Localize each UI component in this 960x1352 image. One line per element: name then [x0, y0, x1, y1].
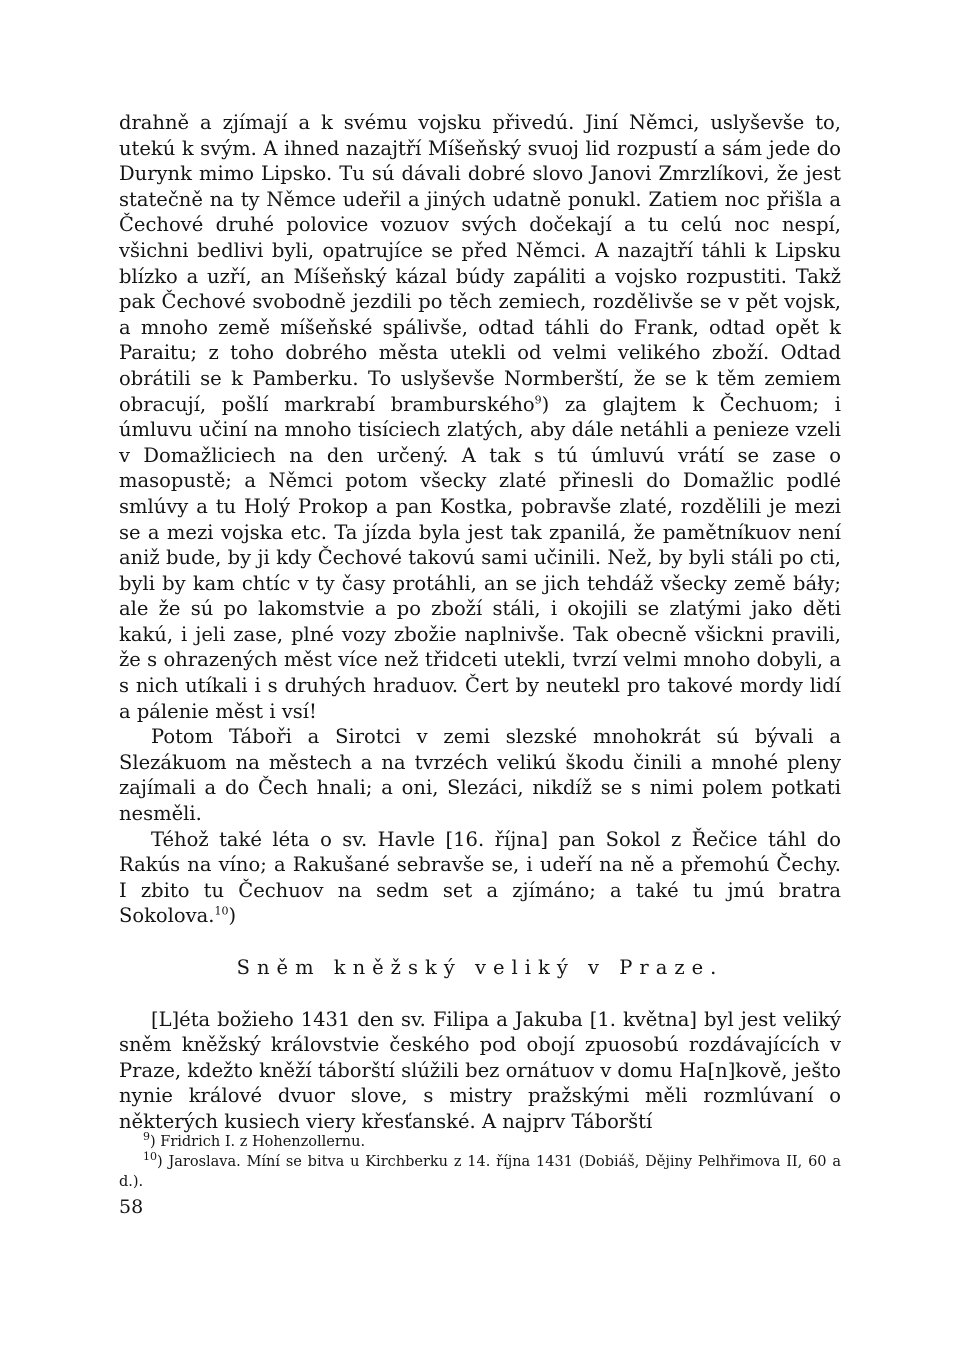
text-run: ) za glajtem k Čechuom; i úmluvu učiní na mnoho tisíciech zlatých, aby dále netáhli a penieze vzeli v Domažliciech na den určený. A tak s tú úmluvú vrátí se zase o masopustě; a Němci potom všecky zlaté přinesli do Domažlic podlé smlúvy a tu Holý Prokop a pan Kostka, pobravše zlaté, rozdělili je mezi se a mezi vojska etc. Ta jízda byla jest tak zpanilá, že pamětníkuov není aniž bude, by ji kdy Čechové takovú sami učinili. Než, by byli stáli po cti, byli by kam chtíc v ty časy protáhli, an se jich tehdáž všecky země báły; ale že sú po lakomstvie a po zboží stáli, i okojili se zlatými jako děti kakú, i jeli zase, plné vozy zbožie naplnivše. Tak obecně všickni pravili, že s ohrazených měst více než třidceti utekli, tvrzí velmi mnoho dobyli, a s nich utíkali i s druhých hraduov. Čert by neutekl pro takové mordy lidí a pálenie měst i vsí! [119, 392, 841, 723]
page-number: 58 [119, 1196, 144, 1218]
footnote-mark: 9 [143, 1130, 150, 1144]
page-text [119, 110, 841, 1135]
footnote-text: ) Fridrich I. z Hohenzollernu. [150, 1134, 366, 1150]
text-run: Téhož také léta o sv. Havle [16. října] pan Sokol z Řečice táhl do Rakús na víno; a Rakušané sebravše se, i udeří na ně a přemohú Čechy. I zbito tu Čechuov na sedm set a zjímáno; a také tu jmú bratra Sokolova. [119, 827, 841, 928]
footnotes [119, 1132, 841, 1192]
text-run: drahně a zjímají a k svému vojsku přivedú. Jiní Němci, uslyševše to, utekú k svým. A ihned nazajtří Míšeňský svuoj lid rozpustí a sám jede do Durynk mimo Lipsko. Tu sú dávali dobré slovo Janovi Zmrzlíkovi, že jest statečně na ty Němce udeřil a jiných udatně ponukl. Zatiem noc přišla a Čechové druhé polovice vozuov svých dočekají a tu celú noc nespí, všichni bedlivi byli, opatrujíce se před Němci. A nazajtří táhli k Lipsku blízko a uzří, an Míšeňský kázal búdy zapáliti a vojsko rozpustiti. Takž pak Čechové svobodně jezdili po těch zemiech, rozdělivše se v pět vojsk, a mnoho země míšeňské spálivše, odtad táhli do Frank, odtad opět k Paraitu; z toho dobrého města utekli od velmi velikého zboží. Odtad obrátili se k Pamberku. To uslyševše Normberští, že se k těm zemiem obracují, pošlí markrabí bramburského [119, 111, 841, 416]
footnote-reference: 10 [214, 904, 229, 918]
paragraph-2: Potom Táboři a Sirotci v zemi slezské mnohokrát sú bývali a Slezákuom na městech a na tvrzéch velikú škodu činili a mnohé pleny zajímali a do Čech hnali; a oni, Slezáci, nikdíž se s nimi polem potkati nesměli. [119, 725, 841, 826]
footnote-text: ) Jaroslava. Míní se bitva u Kirchberku z 14. října 1431 (Dobiáš, Dějiny Pelhřimova II, 60 a d.). [119, 1154, 841, 1190]
text-run: ) [228, 904, 237, 928]
footnote-10 [119, 1152, 841, 1192]
paragraph-1 [119, 110, 841, 724]
footnote-reference: 9 [534, 393, 542, 407]
footnote-9 [119, 1132, 841, 1152]
paragraph-4: [L]éta božieho 1431 den sv. Filipa a Jakuba [1. května] byl jest veliký sněm kněžský královstvie českého pod obojí zpuosobú rozdávajících v Praze, kdežto kněží táborští slúžili bez ornátuov v domu Ha[n]kově, ješto nynie králové dvuor slove, s mistry pražskými měli rozmlúvaní o některých kusiech viery křesťanské. A najprv Táborští [119, 1007, 841, 1133]
footnote-mark: 10 [143, 1150, 157, 1164]
paragraph-3 [119, 827, 841, 929]
section-heading: Sněm kněžský veliký v Praze. [236, 956, 724, 979]
